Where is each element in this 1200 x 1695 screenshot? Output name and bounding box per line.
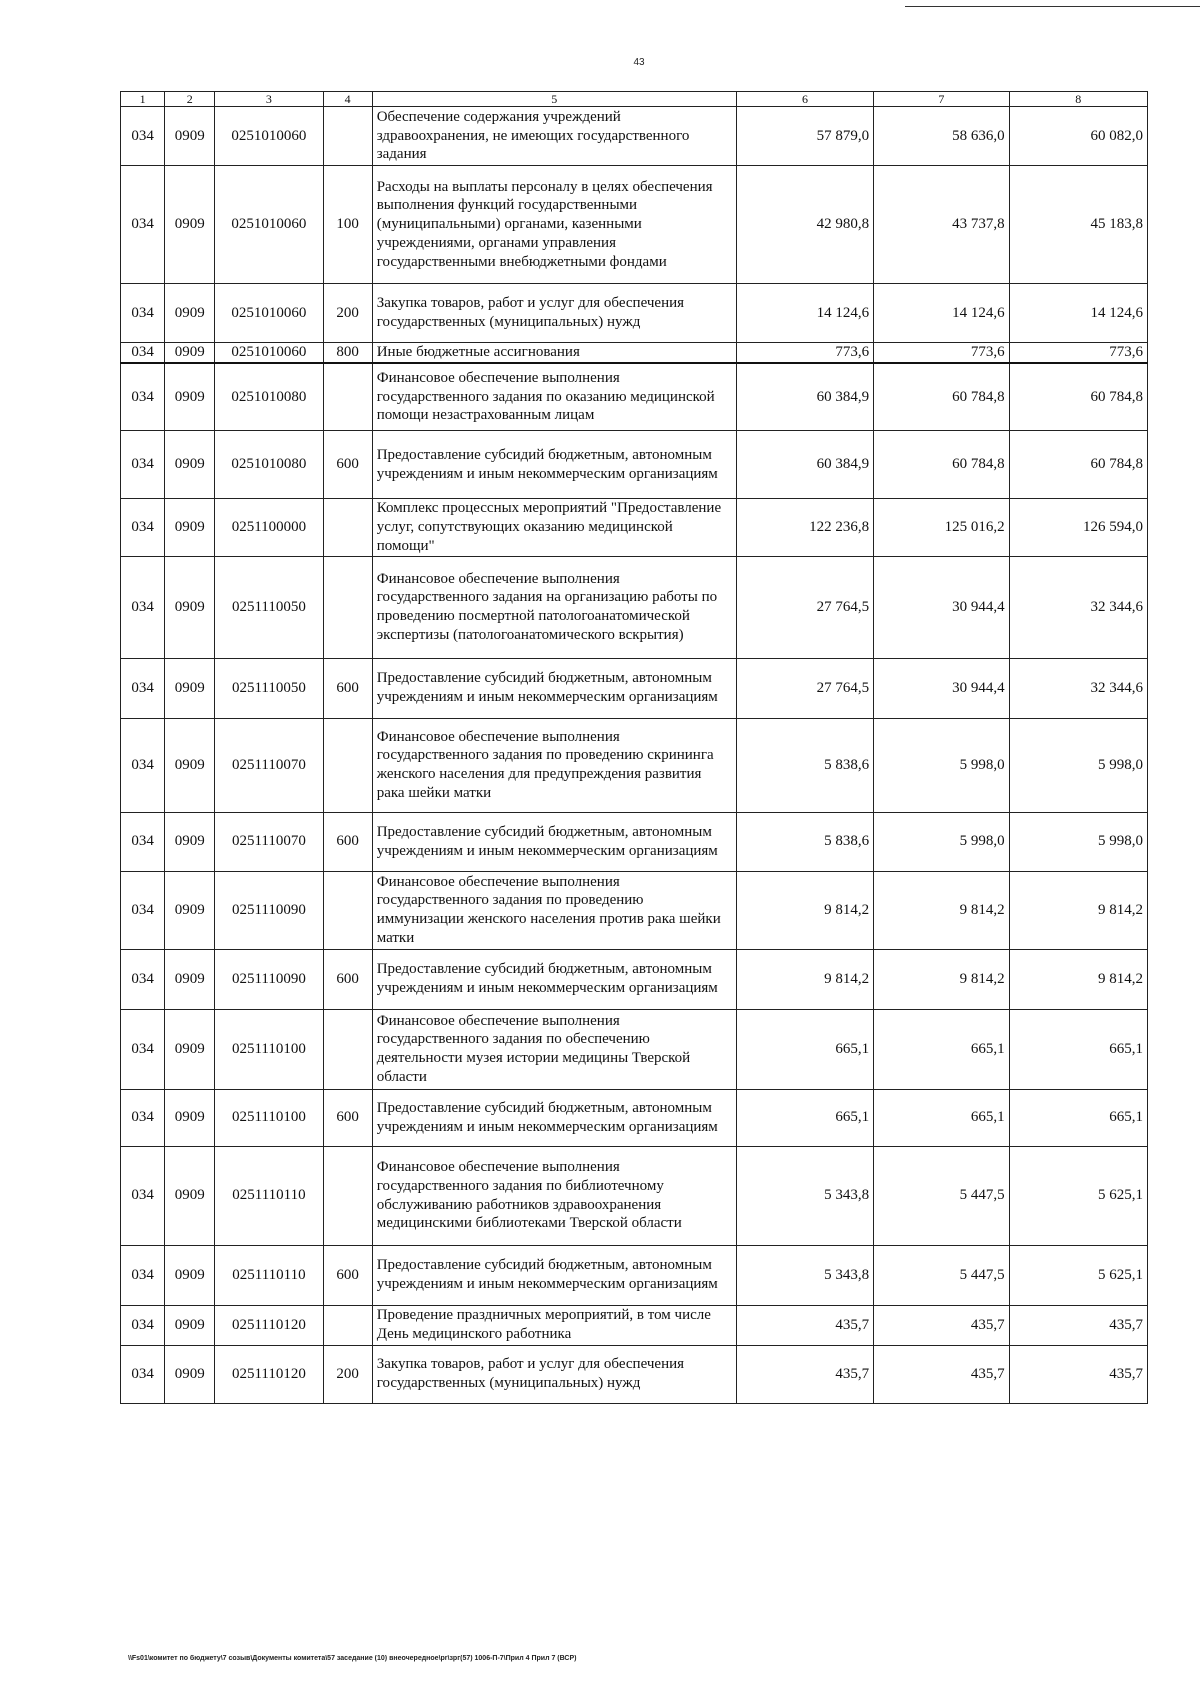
kbk-expense-type: 600 [323,658,372,718]
amount-col-8: 665,1 [1009,1009,1147,1089]
kbk-expense-type [323,1146,372,1245]
amount-col-7: 58 636,0 [874,107,1009,166]
kbk-expense-type [323,107,372,166]
amount-col-8: 60 082,0 [1009,107,1147,166]
kbk-section-code: 0909 [165,718,215,812]
table-row [121,499,1148,556]
table-row [121,1345,1148,1403]
row-description: Финансовое обеспечение выполнения государственного задания по проведению скрининга женского населения для предупреждения развития рака шейки матки [372,718,736,812]
kbk-expense-type [323,499,372,556]
row-description: Предоставление субсидий бюджетным, автономным учреждениям и иным некоммерческим организациям [372,658,736,718]
amount-col-6: 665,1 [736,1089,873,1146]
amount-col-6: 5 838,6 [736,718,873,812]
kbk-admin-code: 034 [121,107,165,166]
kbk-expense-type [323,718,372,812]
kbk-expense-type: 600 [323,812,372,871]
col-header-3: 3 [215,92,323,107]
amount-col-6: 665,1 [736,1009,873,1089]
kbk-target-code: 0251110110 [215,1245,323,1305]
kbk-admin-code: 034 [121,363,165,431]
amount-col-8: 60 784,8 [1009,363,1147,431]
table-row [121,1245,1148,1305]
amount-col-7: 9 814,2 [874,949,1009,1009]
col-header-5: 5 [372,92,736,107]
kbk-admin-code: 034 [121,1146,165,1245]
kbk-section-code: 0909 [165,363,215,431]
col-header-7: 7 [874,92,1009,107]
amount-col-6: 57 879,0 [736,107,873,166]
kbk-expense-type [323,1305,372,1345]
kbk-admin-code: 034 [121,949,165,1009]
kbk-admin-code: 034 [121,871,165,949]
kbk-section-code: 0909 [165,658,215,718]
amount-col-6: 60 384,9 [736,363,873,431]
amount-col-7: 5 998,0 [874,812,1009,871]
kbk-expense-type [323,871,372,949]
kbk-expense-type: 600 [323,431,372,499]
kbk-expense-type: 200 [323,284,372,343]
amount-col-8: 5 625,1 [1009,1245,1147,1305]
amount-col-7: 60 784,8 [874,363,1009,431]
kbk-expense-type [323,363,372,431]
amount-col-8: 665,1 [1009,1089,1147,1146]
kbk-target-code: 0251110070 [215,812,323,871]
table-row [121,363,1148,431]
kbk-target-code: 0251110090 [215,949,323,1009]
col-header-1: 1 [121,92,165,107]
amount-col-7: 435,7 [874,1305,1009,1345]
kbk-target-code: 0251110100 [215,1089,323,1146]
kbk-section-code: 0909 [165,107,215,166]
kbk-admin-code: 034 [121,1345,165,1403]
amount-col-8: 14 124,6 [1009,284,1147,343]
kbk-target-code: 0251110070 [215,718,323,812]
kbk-target-code: 0251010080 [215,431,323,499]
amount-col-7: 14 124,6 [874,284,1009,343]
amount-col-7: 30 944,4 [874,556,1009,658]
table-row [121,343,1148,363]
kbk-admin-code: 034 [121,718,165,812]
kbk-section-code: 0909 [165,556,215,658]
kbk-admin-code: 034 [121,431,165,499]
kbk-admin-code: 034 [121,1245,165,1305]
table-body [121,107,1148,1404]
kbk-section-code: 0909 [165,431,215,499]
kbk-section-code: 0909 [165,812,215,871]
kbk-admin-code: 034 [121,1089,165,1146]
row-description: Предоставление субсидий бюджетным, автономным учреждениям и иным некоммерческим организациям [372,1245,736,1305]
amount-col-6: 27 764,5 [736,556,873,658]
col-header-2: 2 [165,92,215,107]
amount-col-6: 14 124,6 [736,284,873,343]
amount-col-8: 45 183,8 [1009,166,1147,284]
table-row [121,812,1148,871]
kbk-target-code: 0251110090 [215,871,323,949]
kbk-admin-code: 034 [121,1009,165,1089]
amount-col-6: 5 838,6 [736,812,873,871]
kbk-expense-type [323,556,372,658]
kbk-target-code: 0251010060 [215,166,323,284]
row-description: Предоставление субсидий бюджетным, автономным учреждениям и иным некоммерческим организациям [372,1089,736,1146]
table-row [121,431,1148,499]
kbk-target-code: 0251010060 [215,107,323,166]
table-row [121,1009,1148,1089]
kbk-expense-type: 600 [323,949,372,1009]
row-description: Финансовое обеспечение выполнения государственного задания на организацию работы по проведению посмертной патологоанатомической экспертизы (патологоанатомического вскрытия) [372,556,736,658]
amount-col-7: 435,7 [874,1345,1009,1403]
row-description: Предоставление субсидий бюджетным, автономным учреждениям и иным некоммерческим организациям [372,812,736,871]
kbk-target-code: 0251010060 [215,284,323,343]
kbk-admin-code: 034 [121,499,165,556]
col-header-4: 4 [323,92,372,107]
amount-col-7: 60 784,8 [874,431,1009,499]
amount-col-7: 125 016,2 [874,499,1009,556]
kbk-section-code: 0909 [165,1245,215,1305]
amount-col-7: 773,6 [874,343,1009,363]
table-row [121,556,1148,658]
kbk-admin-code: 034 [121,166,165,284]
amount-col-7: 9 814,2 [874,871,1009,949]
kbk-target-code: 0251010060 [215,343,323,363]
amount-col-8: 9 814,2 [1009,949,1147,1009]
amount-col-6: 60 384,9 [736,431,873,499]
amount-col-7: 665,1 [874,1009,1009,1089]
kbk-section-code: 0909 [165,1305,215,1345]
amount-col-7: 665,1 [874,1089,1009,1146]
row-description: Закупка товаров, работ и услуг для обеспечения государственных (муниципальных) нужд [372,284,736,343]
kbk-target-code: 0251110050 [215,658,323,718]
amount-col-7: 43 737,8 [874,166,1009,284]
row-description: Финансовое обеспечение выполнения государственного задания по оказанию медицинской помощи незастрахованным лицам [372,363,736,431]
amount-col-8: 32 344,6 [1009,556,1147,658]
amount-col-6: 5 343,8 [736,1146,873,1245]
table-row [121,284,1148,343]
kbk-section-code: 0909 [165,343,215,363]
amount-col-6: 5 343,8 [736,1245,873,1305]
row-description: Комплекс процессных мероприятий "Предоставление услуг, сопутствующих оказанию медицинской помощи" [372,499,736,556]
kbk-expense-type: 100 [323,166,372,284]
kbk-expense-type [323,1009,372,1089]
amount-col-6: 773,6 [736,343,873,363]
kbk-admin-code: 034 [121,658,165,718]
file-path-footer: \\Fs01\комитет по бюджету\7 созыв\Документы комитета\57 заседание (10) внеочередное\pr\зрг(57) 1006-П-7\Прил 4 Прил 7 (ВСР) [128,1655,577,1662]
amount-col-6: 435,7 [736,1345,873,1403]
amount-col-8: 5 625,1 [1009,1146,1147,1245]
kbk-section-code: 0909 [165,166,215,284]
table-row [121,1305,1148,1345]
table-row [121,1146,1148,1245]
kbk-target-code: 0251110110 [215,1146,323,1245]
kbk-expense-type: 200 [323,1345,372,1403]
kbk-admin-code: 034 [121,1305,165,1345]
amount-col-6: 9 814,2 [736,871,873,949]
amount-col-6: 435,7 [736,1305,873,1345]
kbk-target-code: 0251010080 [215,363,323,431]
kbk-admin-code: 034 [121,284,165,343]
kbk-section-code: 0909 [165,1089,215,1146]
kbk-section-code: 0909 [165,284,215,343]
col-header-6: 6 [736,92,873,107]
amount-col-7: 30 944,4 [874,658,1009,718]
kbk-section-code: 0909 [165,871,215,949]
amount-col-8: 9 814,2 [1009,871,1147,949]
table-row [121,658,1148,718]
kbk-target-code: 0251110050 [215,556,323,658]
amount-col-6: 27 764,5 [736,658,873,718]
page-number: 43 [633,57,645,68]
kbk-section-code: 0909 [165,1009,215,1089]
kbk-admin-code: 034 [121,343,165,363]
amount-col-6: 9 814,2 [736,949,873,1009]
row-description: Финансовое обеспечение выполнения государственного задания по обеспечению деятельности музея истории медицины Тверской области [372,1009,736,1089]
amount-col-8: 126 594,0 [1009,499,1147,556]
kbk-admin-code: 034 [121,812,165,871]
row-description: Расходы на выплаты персоналу в целях обеспечения выполнения функций государственными (муниципальными) органами, казенными учреждениями, органами управления государственными внебюджетными фондами [372,166,736,284]
amount-col-8: 435,7 [1009,1305,1147,1345]
amount-col-8: 5 998,0 [1009,718,1147,812]
kbk-section-code: 0909 [165,1345,215,1403]
table-row [121,1089,1148,1146]
amount-col-6: 42 980,8 [736,166,873,284]
table-row [121,166,1148,284]
amount-col-8: 773,6 [1009,343,1147,363]
col-header-8: 8 [1009,92,1147,107]
kbk-expense-type: 600 [323,1245,372,1305]
row-description: Обеспечение содержания учреждений здравоохранения, не имеющих государственного задания [372,107,736,166]
top-rule [905,6,1200,7]
kbk-admin-code: 034 [121,556,165,658]
kbk-section-code: 0909 [165,499,215,556]
table-row [121,871,1148,949]
row-description: Проведение праздничных мероприятий, в том числе День медицинского работника [372,1305,736,1345]
amount-col-8: 435,7 [1009,1345,1147,1403]
budget-table [120,91,1148,1404]
kbk-expense-type: 800 [323,343,372,363]
column-number-row [121,92,1148,107]
kbk-expense-type: 600 [323,1089,372,1146]
kbk-section-code: 0909 [165,949,215,1009]
row-description: Иные бюджетные ассигнования [372,343,736,363]
amount-col-7: 5 447,5 [874,1146,1009,1245]
row-description: Закупка товаров, работ и услуг для обеспечения государственных (муниципальных) нужд [372,1345,736,1403]
kbk-section-code: 0909 [165,1146,215,1245]
kbk-target-code: 0251110100 [215,1009,323,1089]
row-description: Финансовое обеспечение выполнения государственного задания по проведению иммунизации женского населения против рака шейки матки [372,871,736,949]
table-row [121,107,1148,166]
row-description: Финансовое обеспечение выполнения государственного задания по библиотечному обслуживанию работников здравоохранения медицинскими библиотеками Тверской области [372,1146,736,1245]
row-description: Предоставление субсидий бюджетным, автономным учреждениям и иным некоммерческим организациям [372,949,736,1009]
table-row [121,718,1148,812]
row-description: Предоставление субсидий бюджетным, автономным учреждениям и иным некоммерческим организациям [372,431,736,499]
kbk-target-code: 0251110120 [215,1305,323,1345]
table-row [121,949,1148,1009]
kbk-target-code: 0251100000 [215,499,323,556]
amount-col-6: 122 236,8 [736,499,873,556]
amount-col-8: 32 344,6 [1009,658,1147,718]
kbk-target-code: 0251110120 [215,1345,323,1403]
amount-col-7: 5 447,5 [874,1245,1009,1305]
amount-col-8: 5 998,0 [1009,812,1147,871]
amount-col-7: 5 998,0 [874,718,1009,812]
amount-col-8: 60 784,8 [1009,431,1147,499]
